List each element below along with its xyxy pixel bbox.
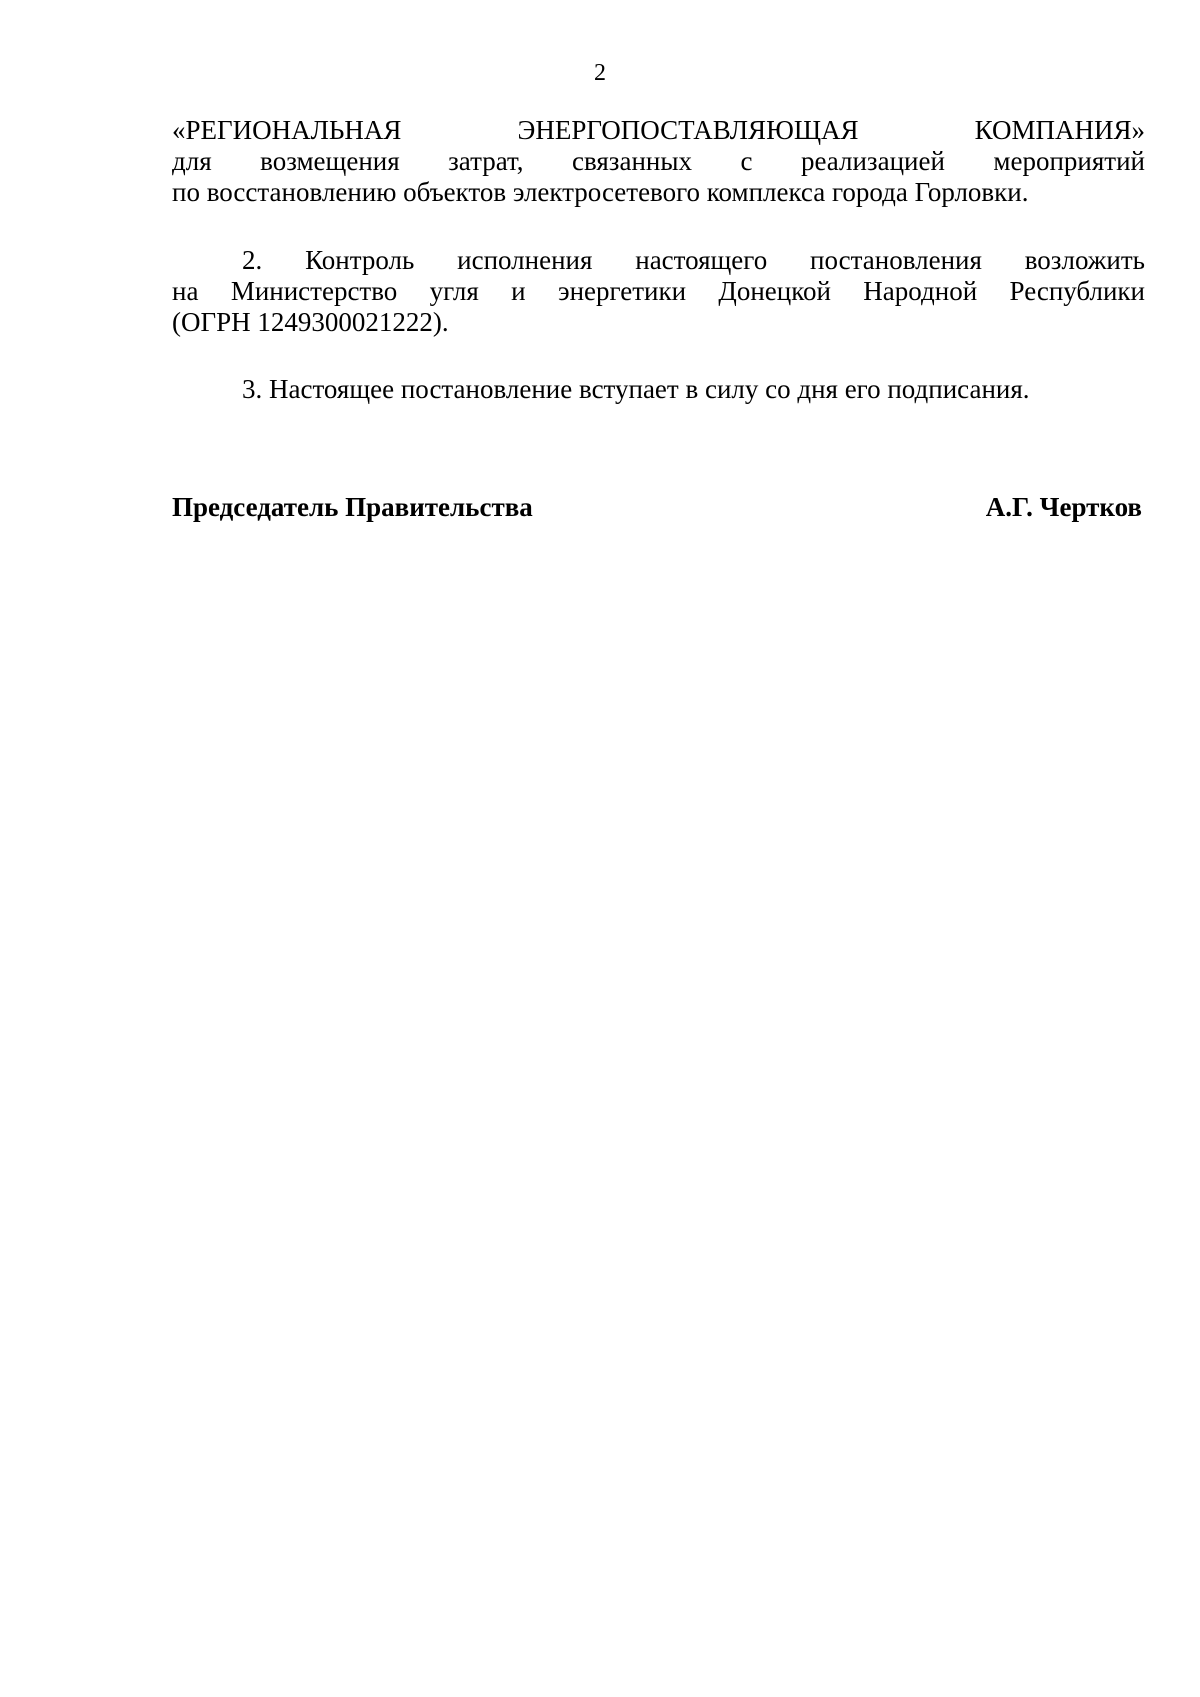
paragraph-continuation [172,115,1145,208]
text-line: 3. Настоящее постановление вступает в силу со дня его подписания. [242,374,1030,404]
text-line: для возмещения затрат, связанных с реализацией мероприятий [172,146,1145,176]
text-line: по восстановлению объектов электросетевого комплекса города Горловки. [172,177,1029,207]
paragraph-control-clause [172,245,1145,338]
text-line: «РЕГИОНАЛЬНАЯ ЭНЕРГОПОСТАВЛЯЮЩАЯ КОМПАНИЯ» [172,115,1145,145]
text-line: на Министерство угля и энергетики Донецкой Народной Республики [172,276,1145,306]
text-line: (ОГРН 1249300021222). [172,307,449,337]
page-number: 2 [594,60,606,86]
paragraph-effective-clause [172,374,1145,405]
signatory-position: Председатель Правительства [172,492,533,522]
signatory-name: А.Г. Чертков [985,492,1142,522]
text-line: 2. Контроль исполнения настоящего постановления возложить [242,245,1145,275]
